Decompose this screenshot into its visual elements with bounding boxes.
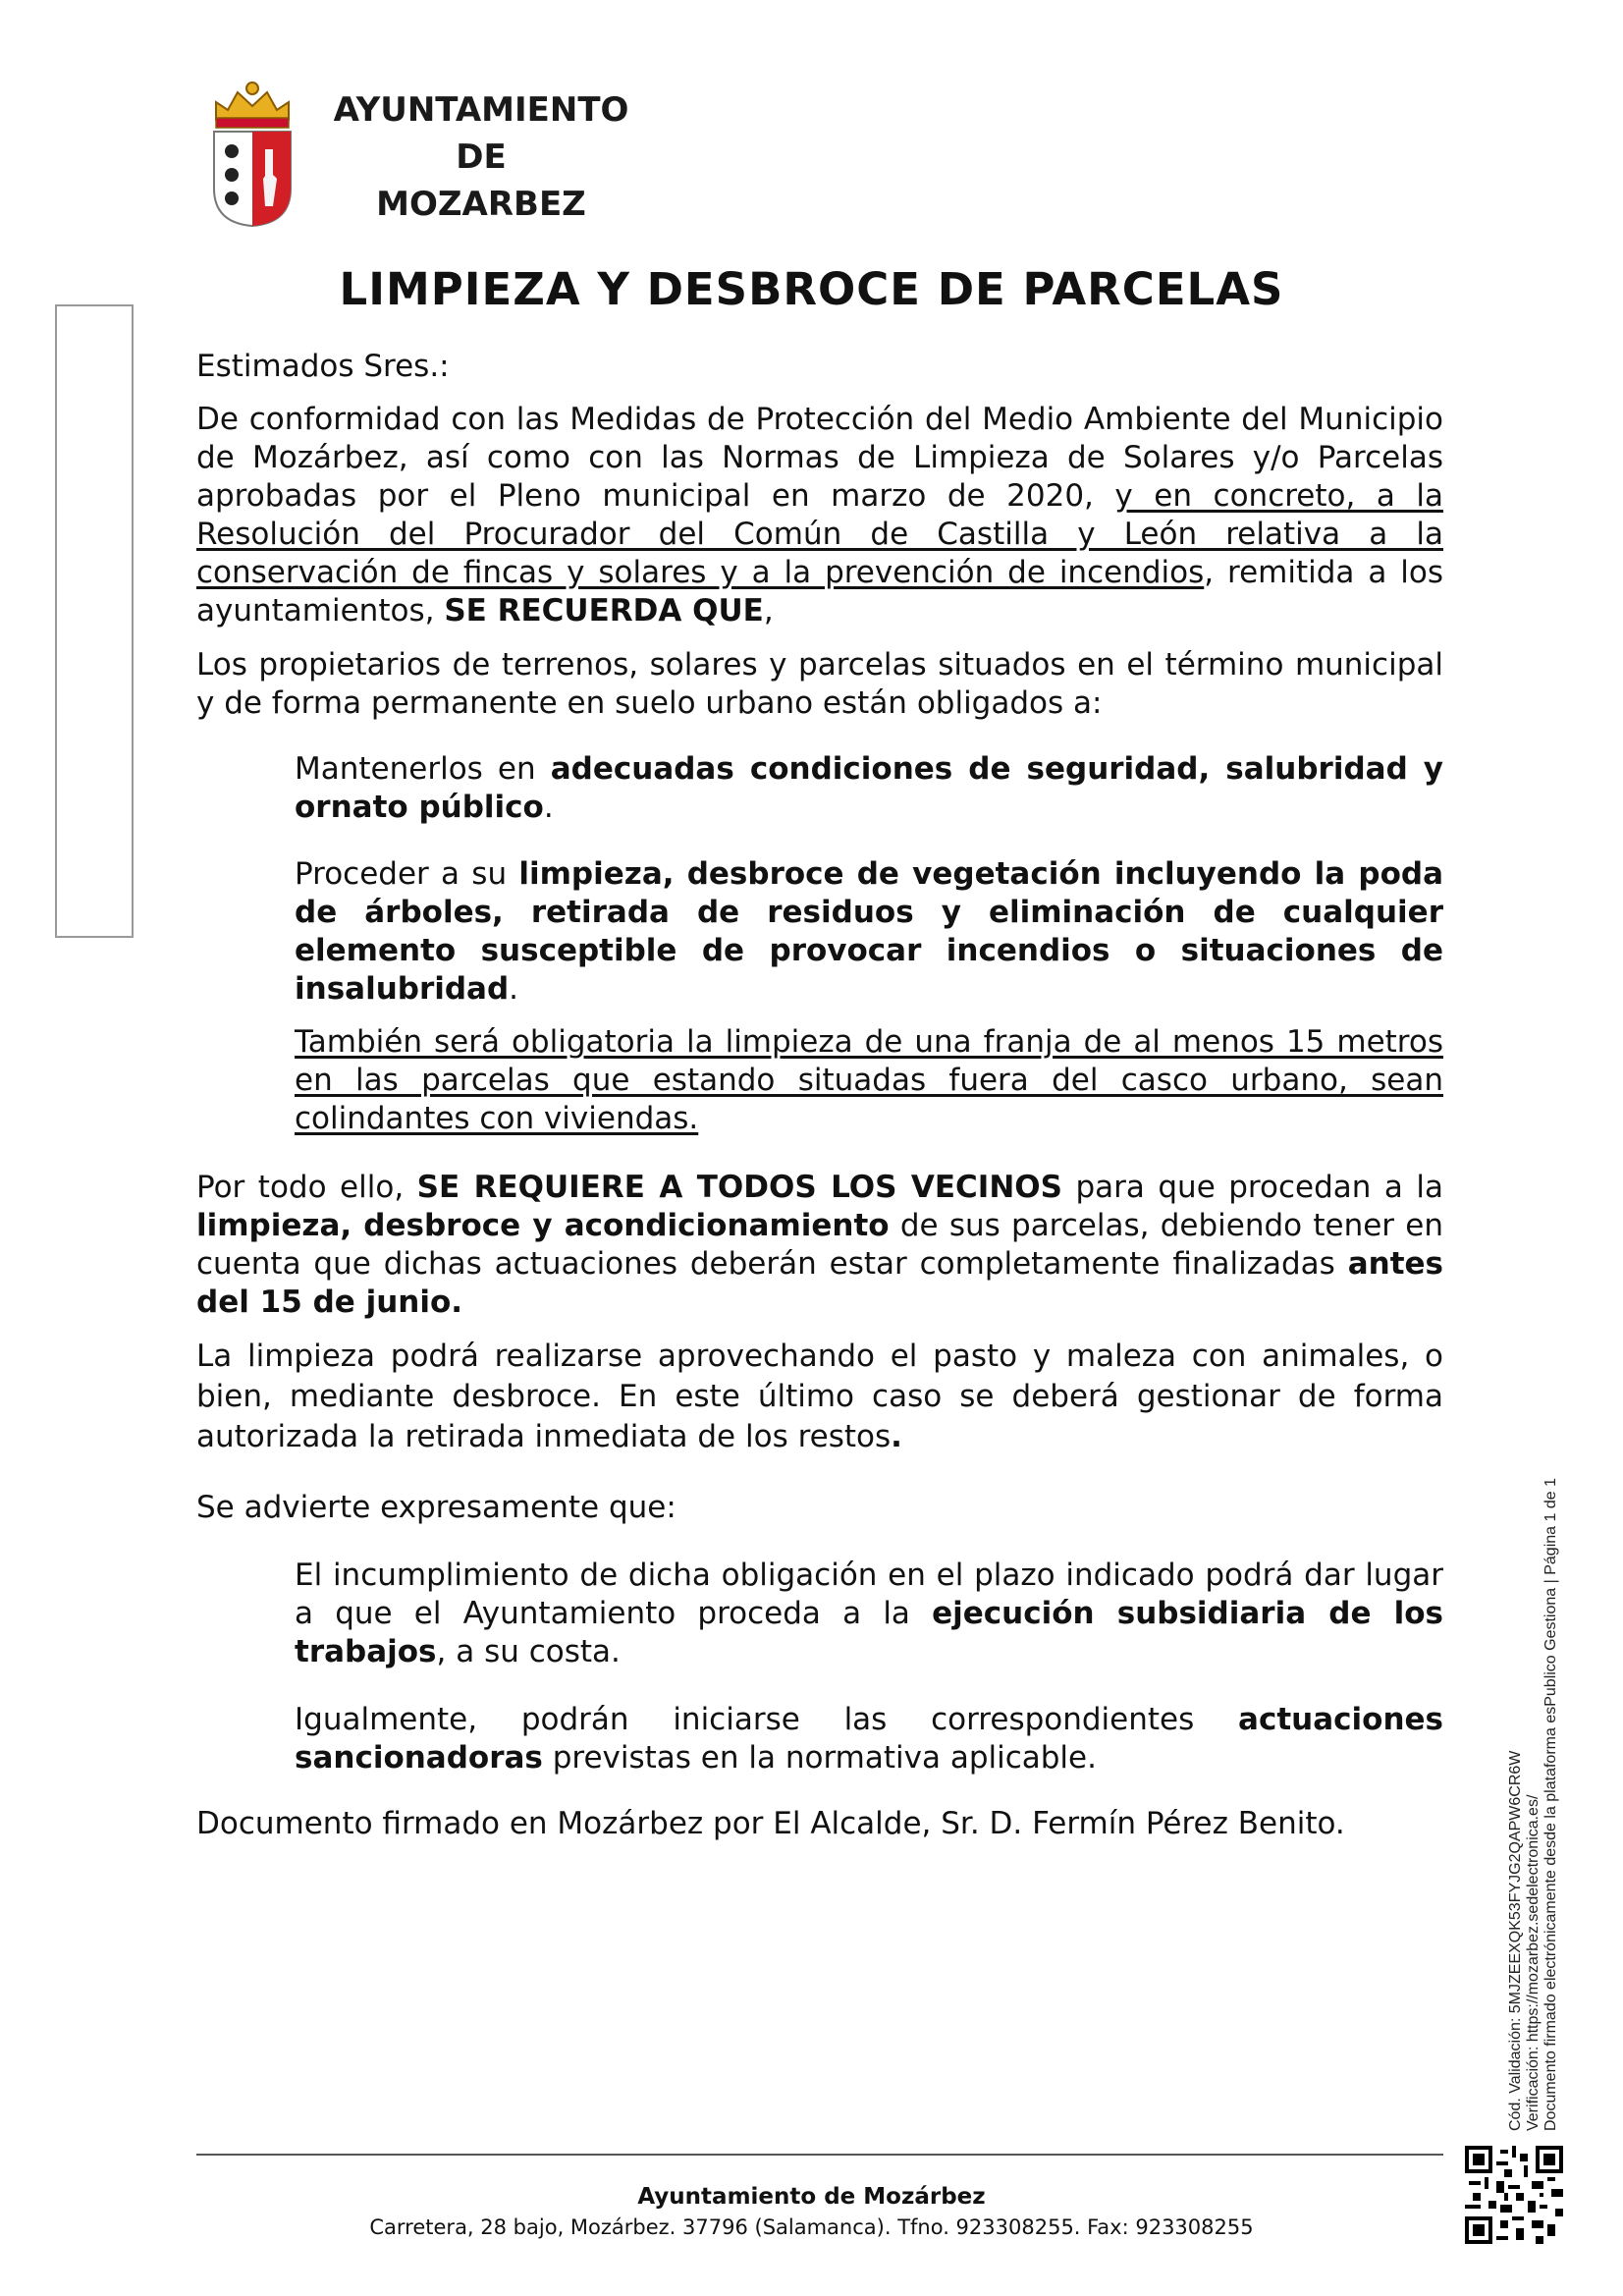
- warning-intro: Se advierte expresamente que:: [196, 1490, 676, 1525]
- qr-code-icon: [1465, 2146, 1563, 2244]
- intro-underlined-text: y en concreto, a la Resolución del Procurador del Común de Castilla y León relativa a la conservación de fincas y solares y a la prevención de incendios: [196, 478, 1443, 590]
- warning-text: , a su costa.: [436, 1634, 621, 1669]
- verification-note: Documento firmado electrónicamente desde la plataforma esPublico Gestiona | Página 1 de 1: [1542, 1478, 1559, 2131]
- warning-text: Igualmente, podrán iniciarse las correspondientes: [295, 1702, 1239, 1737]
- intro-text: De conformidad con las Medidas de Protección del Medio Ambiente del Municipio de Mozárbez, así como con las Normas de Limpieza de Solares y/o Parcelas aprobadas por el Pleno municipal en marzo de 2020,: [196, 402, 1443, 514]
- org-name-line: DE: [456, 137, 507, 177]
- obligation-text: .: [509, 971, 519, 1007]
- requirement-bold-text: SE REQUIERE A TODOS LOS VECINOS: [416, 1170, 1062, 1205]
- footer-org-name: Ayuntamiento de Mozárbez: [637, 2184, 986, 2210]
- margin-box: [55, 304, 134, 938]
- warning-text: previstas en la normativa aplicable.: [542, 1740, 1097, 1776]
- requirement-text: para que procedan a la: [1061, 1170, 1443, 1205]
- obligation-item: [295, 855, 1443, 1009]
- cleaning-bold-text: .: [891, 1419, 902, 1454]
- cleaning-paragraph: [196, 1337, 1443, 1457]
- intro-bold-text: SE RECUERDA QUE: [444, 593, 764, 629]
- coat-of-arms-logo: [208, 81, 297, 228]
- org-name: [324, 86, 638, 228]
- obligation-text: .: [543, 790, 554, 825]
- obligation-text: Proceder a su: [295, 856, 519, 892]
- signature-paragraph: Documento firmado en Mozárbez por El Alcalde, Sr. D. Fermín Pérez Benito.: [196, 1806, 1345, 1841]
- requirement-text: Por todo ello,: [196, 1170, 417, 1205]
- org-name-line: MOZARBEZ: [376, 185, 586, 224]
- warning-bold-text: actuaciones sancionadoras: [295, 1702, 1443, 1776]
- requirement-bold-text: antes del 15 de junio.: [196, 1246, 1443, 1320]
- footer-address: Carretera, 28 bajo, Mozárbez. 37796 (Salamanca). Tfno. 923308255. Fax: 923308255: [369, 2215, 1254, 2239]
- warning-item: [295, 1701, 1443, 1777]
- intro-paragraph: [196, 401, 1443, 630]
- warning-text: El incumplimiento de dicha obligación en el plazo indicado podrá dar lugar a que el Ayuntamiento proceda a la: [295, 1558, 1443, 1631]
- intro-text: ,: [763, 593, 774, 629]
- warning-item: [295, 1557, 1443, 1671]
- obligation-underlined-text: También será obligatoria la limpieza de una franja de al menos 15 metros en las parcelas que estando situadas fuera del casco urbano, sean colindantes con viviendas.: [295, 1024, 1443, 1136]
- obligation-text: Mantenerlos en: [295, 751, 551, 787]
- requirement-paragraph: [196, 1169, 1443, 1322]
- verification-code: Cód. Validación: 5MJZEEXQK53FYJG2QAPW6CR6W: [1507, 1750, 1524, 2131]
- greeting: Estimados Sres.:: [196, 349, 450, 384]
- owners-paragraph: Los propietarios de terrenos, solares y parcelas situados en el término municipal y de forma permanente en suelo urbano están obligados a:: [196, 647, 1443, 721]
- intro-text: , remitida a los ayuntamientos,: [196, 555, 1443, 629]
- requirement-text: de sus parcelas, debiendo tener en cuenta que dichas actuaciones deberán estar completamente finalizadas: [196, 1208, 1443, 1282]
- obligation-item: [295, 1023, 1443, 1138]
- obligation-item: [295, 750, 1443, 827]
- requirement-bold-text: limpieza, desbroce y acondicionamiento: [196, 1208, 890, 1243]
- cleaning-text: La limpieza podrá realizarse aprovechando el pasto y maleza con animales, o bien, mediante desbroce. En este último caso se deberá gestionar de forma autorizada la retirada inmediata de los restos: [196, 1339, 1443, 1454]
- document-title: LIMPIEZA Y DESBROCE DE PARCELAS: [339, 263, 1284, 315]
- obligation-bold-text: limpieza, desbroce de vegetación incluyendo la poda de árboles, retirada de residuos y eliminación de cualquier elemento susceptible de provocar incendios o situaciones de insalubridad: [295, 856, 1444, 1007]
- footer-divider: [196, 2154, 1443, 2156]
- verification-url: Verificación: https://mozarbez.sedelectronica.es/: [1525, 1794, 1542, 2131]
- obligation-bold-text: adecuadas condiciones de seguridad, salubridad y ornato público: [295, 751, 1443, 825]
- org-name-line: AYUNTAMIENTO: [333, 90, 629, 130]
- warning-bold-text: ejecución subsidiaria de los trabajos: [295, 1596, 1443, 1669]
